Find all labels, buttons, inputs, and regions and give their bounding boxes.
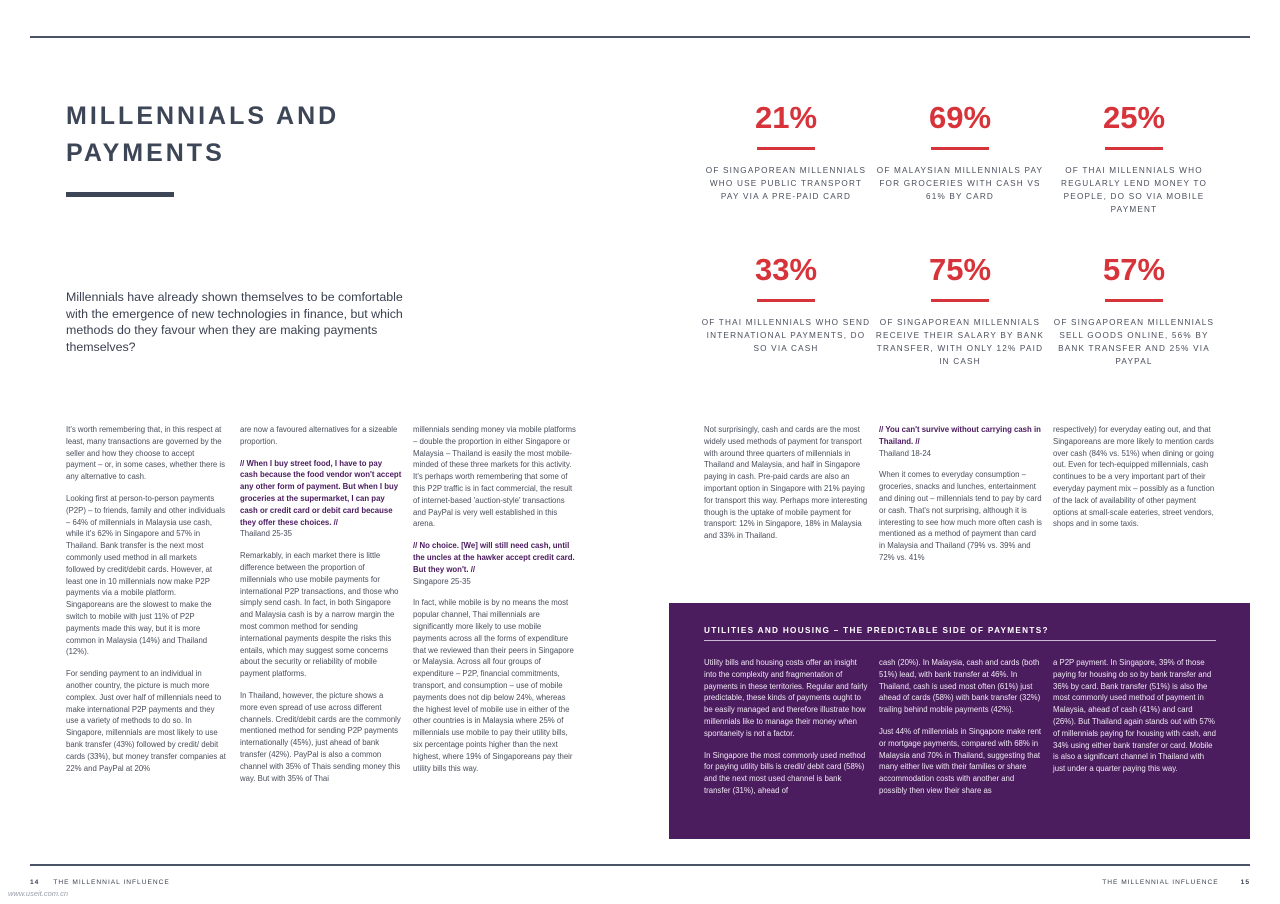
box-rule bbox=[704, 640, 1216, 641]
page-number-left: 14 bbox=[30, 879, 40, 886]
stat-value: 21% bbox=[754, 100, 818, 135]
paragraph: cash (20%). In Malaysia, cash and cards (both 51%) lead, with bank transfer at 46%. In Thailand, cash is used most often (61%) just ahead of cards (58%) with bank transfer (32%) trailing behind mobile payments (42%). bbox=[879, 658, 1041, 715]
stat-value: 75% bbox=[928, 252, 992, 287]
intro-text: Millennials have already shown themselves to be comfortable with the emergence of new technologies in finance, but which methods do they favour when they are making payments themselves? bbox=[66, 290, 403, 354]
body-column-3 bbox=[413, 424, 576, 784]
stat-2 bbox=[875, 101, 1045, 203]
paragraph: Utility bills and housing costs offer an insight into the complexity and fragmentation of payments in these territories. Regular and fairly predictable, these kinds of payments ought to be easily managed and therefore illustrate how millennials like to manage their money when spontaneity is not a factor. bbox=[704, 658, 868, 738]
pull-quote bbox=[413, 540, 576, 587]
box-column-1 bbox=[704, 657, 868, 807]
footer-right bbox=[1102, 879, 1250, 886]
paragraph: Not surprisingly, cash and cards are the most widely used methods of payment for transport with around three quarters of millennials in Thailand and Malaysia, and half in Singapore paying in cash. Pre-paid cards are also an important option in Singapore with 21% paying for transport this way. Perhaps more interesting though is the uptake of mobile payment for transport: 12% in Singapore, 18% in Malaysia and 33% in Thailand. bbox=[704, 425, 868, 541]
stat-value: 57% bbox=[1102, 252, 1166, 287]
paragraph: are now a favoured alternatives for a sizeable proportion. bbox=[240, 425, 398, 446]
footer-publication-right: THE MILLENNIAL INFLUENCE bbox=[1102, 879, 1219, 886]
paragraph: For sending payment to an individual in another country, the picture is much more complex. Just over half of millennials need to make international P2P payments and they use a variety of methods to do so. In Singapore, millennials are most likely to use bank transfer (43%) followed by credit/ debit cards (33%), but money transfer companies at 22% and PayPal at 20% bbox=[66, 669, 226, 773]
stat-4 bbox=[701, 253, 871, 355]
body-column-5 bbox=[879, 424, 1042, 574]
footer-publication-left: THE MILLENNIAL INFLUENCE bbox=[53, 879, 170, 886]
stat-bar bbox=[1105, 147, 1163, 150]
body-column-4 bbox=[704, 424, 868, 552]
paragraph: It's worth remembering that, in this respect at least, many transactions are governed by the seller and how they choose to accept payment – or, in some cases, whether there is any alternative to cash. bbox=[66, 425, 226, 482]
bottom-rule bbox=[30, 864, 1250, 866]
quote-text: // No choice. [We] will still need cash, until the uncles at the hawker accept credit card. But they won't. // bbox=[413, 541, 575, 574]
watermark: www.useit.com.cn bbox=[8, 889, 69, 898]
stat-1 bbox=[701, 101, 871, 203]
paragraph: In Thailand, however, the picture shows a more even spread of use across different channels. Credit/debit cards are the commonly mentioned method for sending P2P payments internationally (45%), just ahead of bank transfer (42%). PayPal is also a common channel with 35% of Thais sending money this way. But with 35% of Thai bbox=[240, 690, 401, 783]
stat-bar bbox=[757, 299, 815, 302]
stat-3 bbox=[1049, 101, 1219, 216]
stat-bar bbox=[757, 147, 815, 150]
body-column-2 bbox=[240, 424, 402, 794]
box-column-2 bbox=[879, 657, 1042, 807]
top-rule bbox=[30, 36, 1250, 38]
stat-value: 25% bbox=[1102, 100, 1166, 135]
stat-desc: OF SINGAPOREAN MILLENNIALS WHO USE PUBLIC TRANSPORT PAY VIA A PRE-PAID CARD bbox=[705, 166, 867, 201]
stat-desc: OF THAI MILLENNIALS WHO REGULARLY LEND MONEY TO PEOPLE, DO SO VIA MOBILE PAYMENT bbox=[1060, 166, 1208, 214]
page-number-right: 15 bbox=[1240, 879, 1250, 886]
quote-source: Singapore 25-35 bbox=[413, 576, 471, 586]
quote-source: Thailand 18-24 bbox=[879, 448, 932, 458]
paragraph: In fact, while mobile is by no means the most popular channel, Thai millennials are significantly more likely to use mobile payments across all the forms of expenditure that we reviewed than their peers in Singapore or Malaysia. Across all four groups of expenditure – P2P, financial commitments, transport, and consumption – use of mobile payments does not dip below 24%, whereas the highest level of mobile use in either of the other countries is in Malaysia where 25% of millennials use mobile to pay their utility bills, six percentage points higher than the next highest, where 19% of Singaporeans pay their utility bills this way. bbox=[413, 598, 574, 773]
paragraph: Looking first at person-to-person payments (P2P) – to friends, family and other individuals – 64% of millennials in Malaysia use cash, while it's 62% in Singapore and 57% in Thailand. Bank transfer is the next most commonly used method in all markets followed by credit/debit cards. However, at least one in 10 millennials now make P2P payments via a mobile platform. Singaporeans are the slowest to make the switch to mobile with just 11% of P2P payments made this way, but it is more common in Malaysia (14%) and Thailand (12%). bbox=[66, 493, 226, 657]
stat-bar bbox=[931, 147, 989, 150]
paragraph: Just 44% of millennials in Singapore make rent or mortgage payments, compared with 68% in Malaysia and 70% in Thailand, suggesting that many either live with their families or share accommodation costs with another and possibly then view their share as bbox=[879, 726, 1042, 795]
paragraph: When it comes to everyday consumption – groceries, snacks and lunches, entertainment and dining out – millennials tend to pay by card or cash. That's not surprising, although it is interesting to see how much more often cash is mentioned as a method of payment than card in Malaysia and Thailand (79% vs. 39% and 72% vs. 41% bbox=[879, 470, 1042, 562]
stat-desc: OF MALAYSIAN MILLENNIALS PAY FOR GROCERIES WITH CASH VS 61% BY CARD bbox=[876, 166, 1044, 201]
stat-bar bbox=[1105, 299, 1163, 302]
quote-text: // You can't survive without carrying cash in Thailand. // bbox=[879, 425, 1041, 446]
body-column-1 bbox=[66, 424, 226, 784]
box-column-3 bbox=[1053, 657, 1216, 785]
page-title: MILLENNIALS AND PAYMENTS bbox=[66, 102, 340, 167]
stat-value: 33% bbox=[754, 252, 818, 287]
box-heading: UTILITIES AND HOUSING – THE PREDICTABLE SIDE OF PAYMENTS? bbox=[704, 626, 1049, 635]
paragraph: a P2P payment. In Singapore, 39% of those paying for housing do so by bank transfer and 36% by card. Bank transfer (51%) is also the most commonly used method of payment in Malaysia, ahead of cash (41%) and card (26%). But Thailand again stands out with 57% of millennials paying for housing with cash, and 34% using either bank transfer or card. Mobile is also a significant channel in Thailand with just under a quarter paying this way. bbox=[1053, 658, 1216, 774]
stat-desc: OF SINGAPOREAN MILLENNIALS RECEIVE THEIR SALARY BY BANK TRANSFER, WITH ONLY 12% PAID IN CASH bbox=[875, 318, 1045, 366]
body-column-6 bbox=[1053, 424, 1216, 540]
stat-value: 69% bbox=[928, 100, 992, 135]
stat-bar bbox=[931, 299, 989, 302]
paragraph: respectively) for everyday eating out, and that Singaporeans are more likely to mention cards over cash (84% vs. 51%) when dining or going out. Even for tech-equipped millennials, cash continues to be a very important part of their everyday payment mix – possibly as a function of the lack of availability of other payment options at small-scale eateries, street vendors, shops and in some taxis. bbox=[1053, 425, 1215, 529]
footer-left bbox=[30, 879, 170, 886]
title-underline bbox=[66, 192, 174, 197]
pull-quote bbox=[240, 458, 402, 541]
stat-5 bbox=[875, 253, 1045, 368]
stat-desc: OF THAI MILLENNIALS WHO SEND INTERNATIONAL PAYMENTS, DO SO VIA CASH bbox=[701, 318, 871, 353]
paragraph: In Singapore the most commonly used method for paying utility bills is credit/ debit card (58%) and the next most used channel is bank transfer (31%), ahead of bbox=[704, 750, 866, 795]
stat-desc: OF SINGAPOREAN MILLENNIALS SELL GOODS ONLINE, 56% BY BANK TRANSFER AND 25% VIA PAYPAL bbox=[1053, 318, 1215, 366]
stat-6 bbox=[1049, 253, 1219, 368]
quote-text: // When I buy street food, I have to pay cash because the food vendor won't accept any other form of payment. But when I buy groceries at the supermarket, I can pay cash or credit card or debit card because they offer these choices. // bbox=[240, 458, 402, 527]
quote-source: Thailand 25-35 bbox=[240, 529, 293, 539]
paragraph: millennials sending money via mobile platforms – double the proportion in either Singapore or Malaysia – Thailand is easily the most mobile-minded of these three markets for this activity. It's perhaps worth remembering that some of this P2P traffic is in fact commercial, the result of internet-based 'auction-style' transactions and PayPal is very well established in this arena. bbox=[413, 425, 576, 529]
paragraph: Remarkably, in each market there is little difference between the proportion of millennials who use mobile payments for international P2P transactions, and those who simply send cash. In fact, in both Singapore and Malaysia cash is by a narrow margin the most common method for sending international payments despite the risks this entails, which may suggest some concerns about the security or reliability of mobile payment platforms. bbox=[240, 551, 399, 679]
pull-quote bbox=[879, 424, 1042, 459]
